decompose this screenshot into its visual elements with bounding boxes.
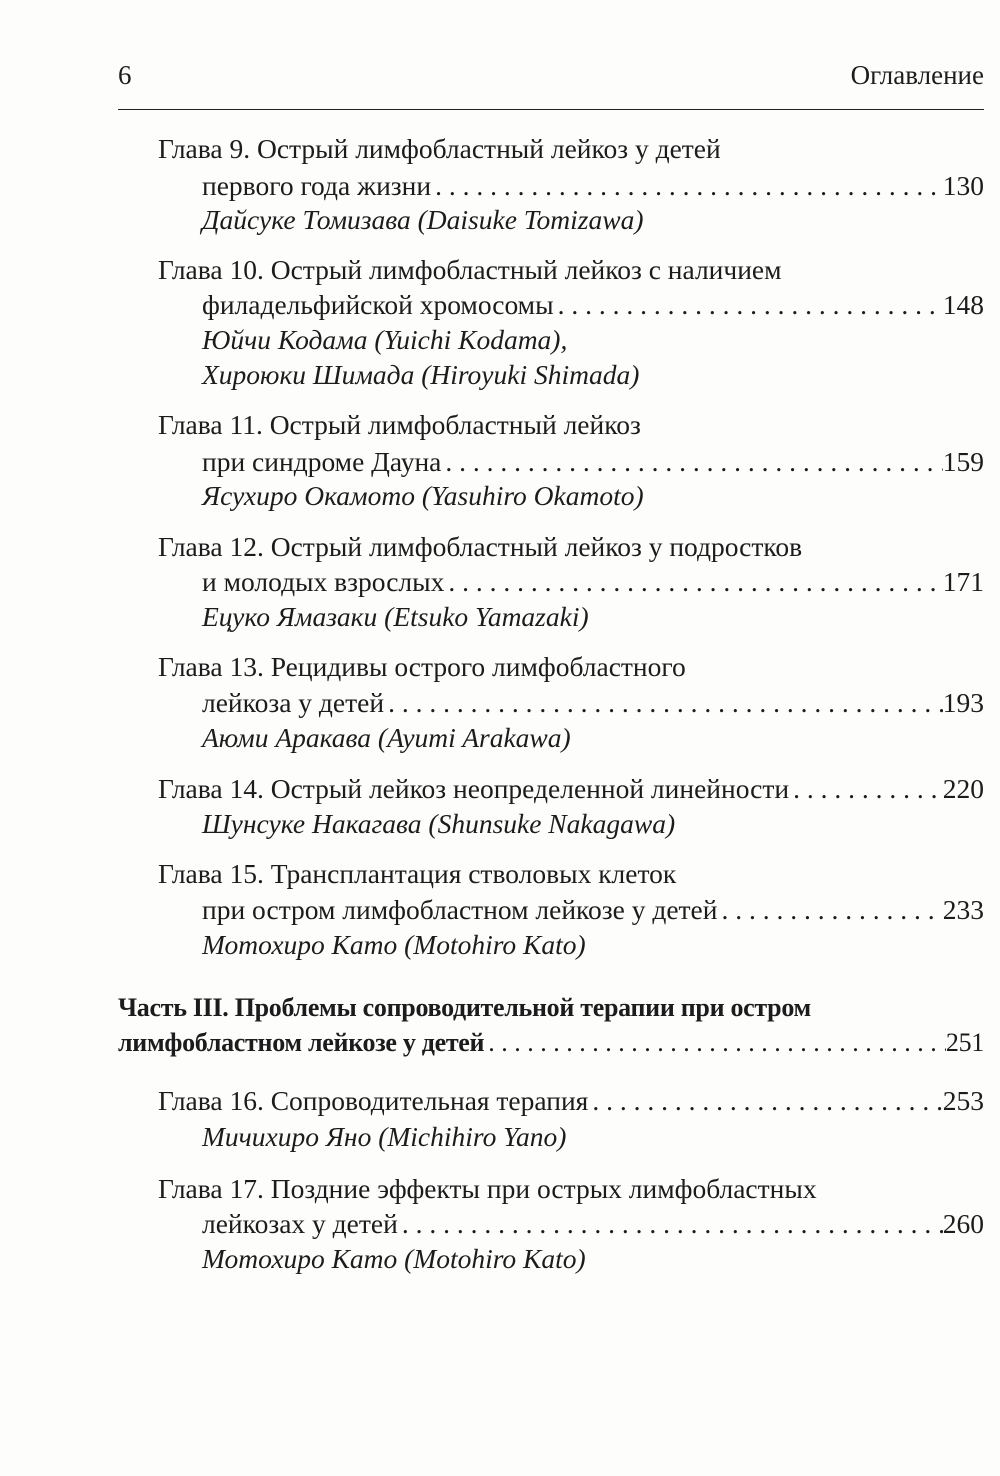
toc-chapter-14-title [158, 771, 984, 807]
toc-page-number: 171 [942, 566, 984, 597]
toc-part-3-title: Часть III. Проблемы сопроводительной терапии при остром [118, 993, 811, 1022]
toc-chapter-13-title-continued [202, 685, 984, 721]
toc-chapter-17-title: Глава 17. Поздние эффекты при острых лимфобластных [158, 1173, 817, 1204]
toc-chapter-12-author: Ецуко Ямазаки (Etsuko Yamazaki) [202, 601, 589, 632]
toc-chapter-11-author: Ясухиро Окамото (Yasuhiro Okamoto) [202, 480, 644, 511]
toc-chapter-12-title-continued [202, 564, 984, 600]
toc-chapter-17-author: Мотохиро Като (Motohiro Kato) [202, 1243, 586, 1274]
toc-chapter-14-author: Шунсуке Накагава (Shunsuke Nakagawa) [202, 808, 676, 839]
page-header [118, 60, 984, 100]
dot-leader [431, 168, 943, 204]
toc-entry-text: Глава 14. Острый лейкоз неопределенной линейности [158, 773, 790, 804]
toc-chapter-11-title: Глава 11. Острый лимфобластный лейкоз [158, 409, 641, 440]
toc-page-number: 251 [945, 1028, 984, 1057]
toc-page-number: 220 [942, 773, 984, 804]
page-number: 6 [118, 60, 132, 90]
toc-part-3-title-continued [118, 1025, 984, 1061]
toc-entry-text: филадельфийской хромосомы [202, 289, 554, 320]
toc-chapter-13-author: Аюми Аракава (Ayumi Arakawa) [202, 722, 571, 753]
dot-leader [384, 685, 943, 721]
toc-page-number: 253 [942, 1085, 984, 1116]
toc-page-number: 130 [942, 170, 984, 201]
dot-leader [717, 892, 942, 928]
toc-page-number: 233 [942, 894, 984, 925]
toc-chapter-12-title: Глава 12. Острый лимфобластный лейкоз у подростков [158, 531, 803, 562]
dot-leader [441, 444, 942, 480]
toc-chapter-16-title [158, 1083, 984, 1119]
toc-chapter-17-title-continued [202, 1206, 984, 1242]
toc-page-number: 193 [942, 687, 984, 718]
toc-chapter-11-title-continued [202, 444, 984, 480]
toc-chapter-15-title-continued [202, 892, 984, 928]
dot-leader [398, 1206, 943, 1242]
toc-entry-text: лейкоза у детей [202, 687, 385, 718]
toc-chapter-13-title: Глава 13. Рецидивы острого лимфобластного [158, 651, 686, 682]
toc-page-number: 159 [942, 446, 984, 477]
toc-chapter-10-title-continued [202, 287, 984, 323]
toc-chapter-10-author-2: Хироюки Шимада (Hiroyuki Shimada) [202, 359, 640, 390]
dot-leader [484, 1025, 946, 1061]
dot-leader [444, 564, 942, 600]
toc-entry-text: и молодых взрослых [202, 566, 445, 597]
toc-page-number: 148 [942, 289, 984, 320]
toc-chapter-9-title: Глава 9. Острый лимфобластный лейкоз у детей [158, 133, 721, 164]
header-rule [118, 109, 984, 110]
toc-entry-text: первого года жизни [202, 170, 432, 201]
toc-entry-text: при остром лимфобластном лейкозе у детей [202, 894, 718, 925]
toc-chapter-15-title: Глава 15. Трансплантация стволовых клеток [158, 858, 677, 889]
toc-entry-text: лимфобластном лейкозе у детей [118, 1028, 485, 1057]
toc-entry-text: лейкозах у детей [202, 1208, 398, 1239]
toc-chapter-10-title: Глава 10. Острый лимфобластный лейкоз с наличием [158, 254, 782, 285]
dot-leader [588, 1083, 942, 1119]
dot-leader [554, 287, 943, 323]
toc-chapter-9-title-continued [202, 168, 984, 204]
dot-leader [789, 771, 943, 807]
toc-chapter-15-author: Мотохиро Като (Motohiro Kato) [202, 929, 586, 960]
toc-page-number: 260 [942, 1208, 984, 1239]
toc-chapter-10-author-1: Юйчи Кодама (Yuichi Kodama), [202, 324, 568, 355]
toc-entry-text: Глава 16. Сопроводительная терапия [158, 1085, 589, 1116]
running-head: Оглавление [850, 60, 984, 90]
toc-chapter-16-author: Мичихиро Яно (Michihiro Yano) [202, 1121, 567, 1152]
toc-chapter-9-author: Дайсуке Томизава (Daisuke Tomizawa) [202, 204, 644, 235]
toc-entry-text: при синдроме Дауна [202, 446, 442, 477]
